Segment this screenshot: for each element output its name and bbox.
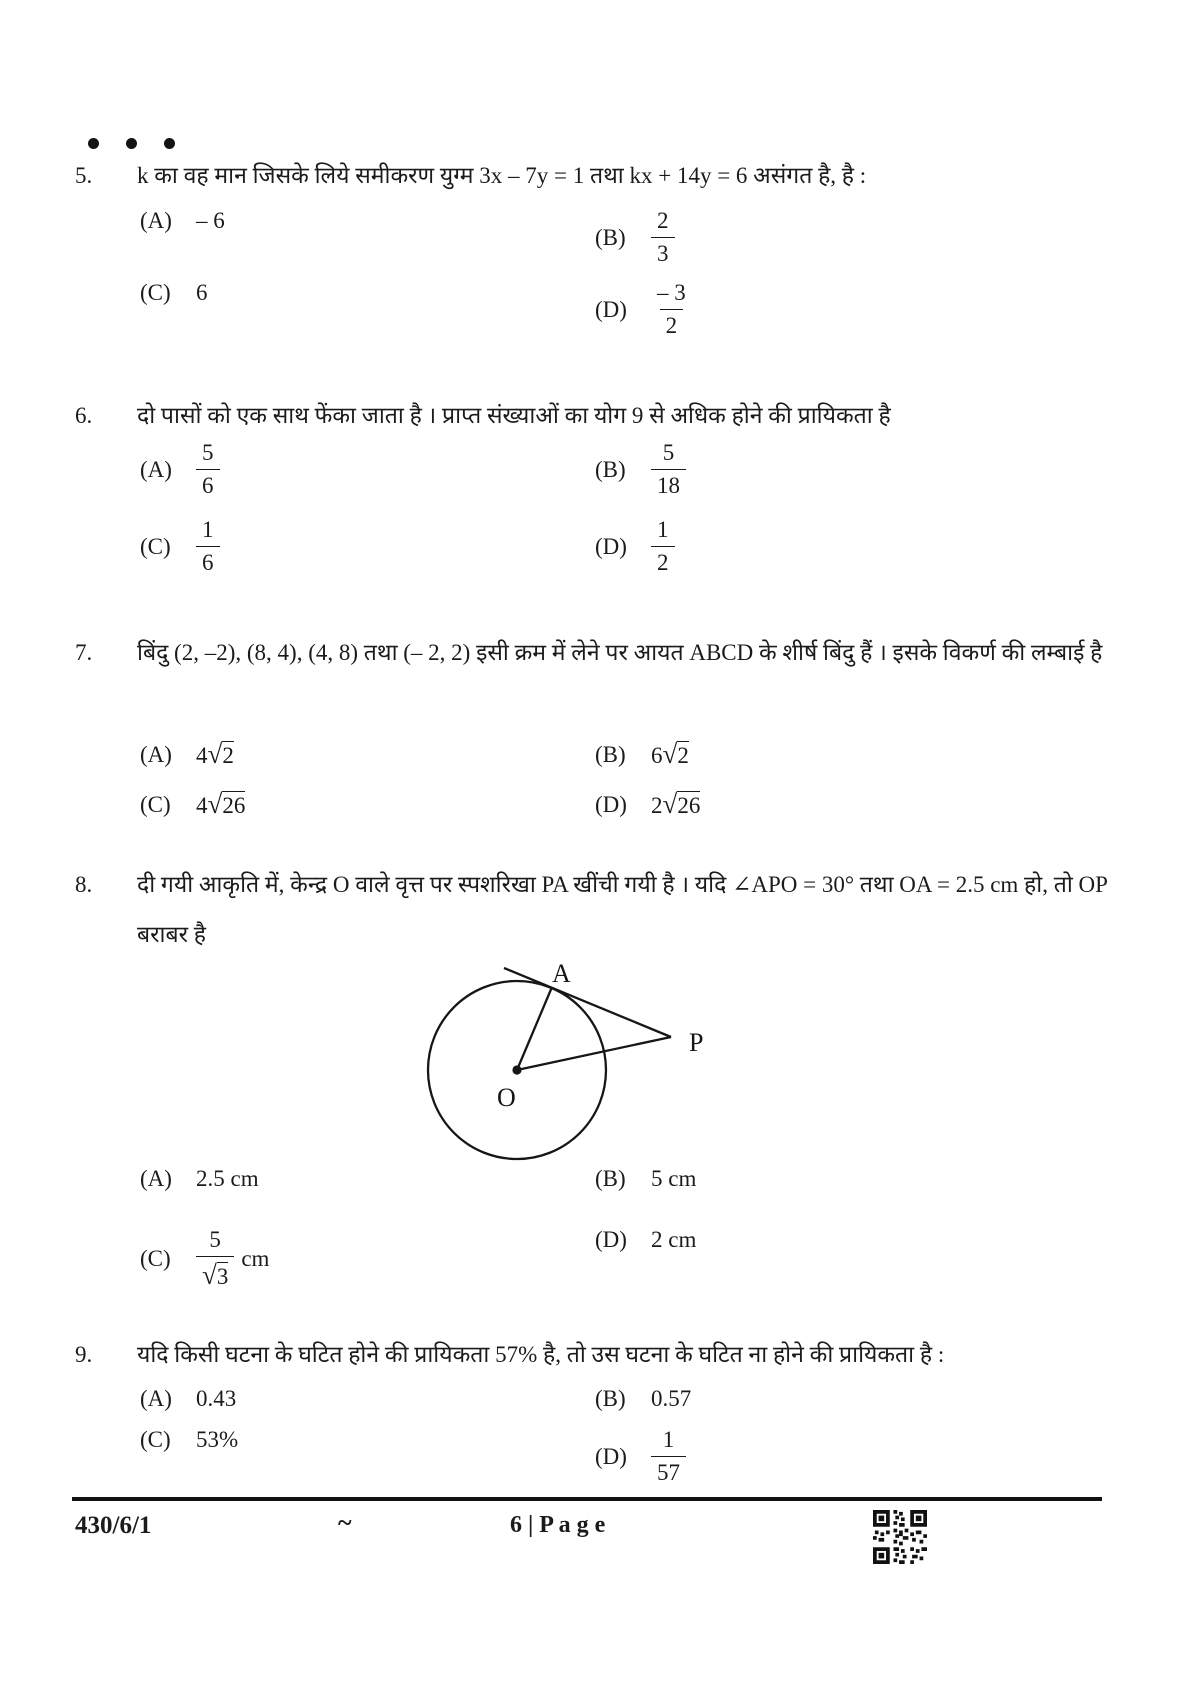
option-label: (A): [140, 208, 172, 233]
option-c: [140, 280, 595, 306]
fraction-denominator: 6: [196, 469, 220, 499]
fraction-numerator: 5: [209, 1227, 221, 1252]
option-c: [140, 1427, 595, 1453]
fraction: [651, 517, 675, 577]
question-9: [75, 1330, 1120, 1486]
option-label: (A): [140, 1386, 172, 1411]
option-d: [595, 1227, 1050, 1253]
question-number: 8.: [75, 872, 93, 897]
dot-icon: [126, 138, 137, 149]
segment-OP: [517, 1037, 671, 1070]
fraction: [651, 1427, 686, 1487]
radicand: 2: [222, 743, 234, 768]
radius-OA: [517, 987, 552, 1070]
option-label: (B): [595, 741, 626, 767]
radical-coefficient: 4: [196, 743, 208, 768]
radical-expression: [196, 789, 245, 820]
fraction-numerator: 1: [662, 1427, 675, 1452]
option-label: (C): [140, 280, 171, 305]
question-number: 5.: [75, 163, 93, 188]
option-unit: cm: [241, 1246, 270, 1272]
radical-sign: √: [662, 789, 678, 819]
option-label: (A): [140, 1166, 172, 1191]
dot-icon: [88, 138, 99, 149]
option-label: (D): [595, 1443, 627, 1469]
option-b: [595, 739, 1050, 770]
option-value: 0.43: [196, 1386, 237, 1411]
radical-sign: √: [207, 739, 223, 769]
fraction-denominator: 2: [651, 546, 675, 576]
footer-rule: [72, 1497, 1102, 1501]
question-8: [75, 860, 1120, 1291]
option-value: 53%: [196, 1427, 239, 1452]
option-label: (A): [140, 456, 172, 482]
fraction-denominator: 2: [660, 309, 684, 339]
option-c: [140, 1227, 595, 1291]
fraction-numerator: 5: [202, 440, 214, 465]
label-O: O: [497, 1083, 516, 1112]
question-text: बिंदु (2, –2), (8, 4), (4, 8) तथा (– 2, 2) इसी क्रम में लेने पर आयत ABCD के शीर्ष बिंदु हैं । इसके विकर्ण की लम्बाई है: [137, 640, 1103, 665]
option-label: (D): [595, 1227, 627, 1252]
page-number: 6 | P a g e: [510, 1512, 606, 1538]
option-label: (B): [595, 224, 626, 250]
option-a: [140, 1166, 595, 1192]
option-label: (A): [140, 741, 172, 767]
question-7: [75, 628, 1120, 819]
label-P: P: [689, 1028, 704, 1057]
option-d: [595, 1427, 1050, 1487]
fraction-denominator: 3: [651, 237, 675, 267]
radical-coefficient: 6: [651, 743, 663, 768]
option-label: (D): [595, 791, 627, 817]
dot-icon: [164, 138, 175, 149]
option-value: 2.5 cm: [196, 1166, 259, 1191]
fraction-numerator: – 3: [657, 280, 686, 305]
qr-code: [873, 1510, 927, 1564]
fraction-denominator: 18: [651, 469, 686, 499]
option-b: [595, 440, 1050, 500]
radicand: 26: [677, 793, 701, 818]
question-text: दी गयी आकृति में, केन्द्र O वाले वृत्त पर स्पशरिखा PA खींची गयी है । यदि ∠APO = 30° तथा OA = 2.5 cm हो, तो OP बराबर है: [137, 872, 1108, 947]
center-dot: [512, 1065, 521, 1074]
circle-tangent-figure: [400, 960, 720, 1170]
option-label: (C): [140, 1427, 171, 1452]
continuation-dots: [88, 138, 175, 149]
radical-sign: √: [662, 739, 678, 769]
question-number: 9.: [75, 1342, 93, 1367]
option-a: [140, 440, 595, 500]
fraction-denominator: [196, 1256, 234, 1291]
question-text: दो पासों को एक साथ फेंका जाता है । प्राप्त संख्याओं का योग 9 से अधिक होने की प्रायिकता है: [137, 403, 891, 428]
radicand: 26: [222, 793, 246, 818]
option-label: (C): [140, 791, 171, 817]
fraction: [651, 280, 692, 340]
fraction-numerator: 2: [657, 208, 669, 233]
radical-expression: [651, 739, 689, 770]
option-value: 2 cm: [651, 1227, 697, 1252]
radical-sign: √: [202, 1260, 217, 1291]
option-a: [140, 1386, 595, 1412]
radicand: 3: [216, 1264, 229, 1290]
radical-coefficient: 4: [196, 793, 208, 818]
fraction-denominator: 6: [196, 546, 220, 576]
fraction-numerator: 5: [662, 440, 675, 465]
fraction: [651, 208, 675, 268]
radical-sign: √: [207, 789, 223, 819]
option-label: (C): [140, 1246, 171, 1272]
radical-coefficient: 2: [651, 793, 663, 818]
tangent-line-PA: [504, 968, 671, 1037]
paper-code: 430/6/1: [75, 1512, 152, 1539]
option-a: [140, 739, 595, 770]
option-label: (D): [595, 533, 627, 559]
question-6: [75, 391, 1120, 576]
option-d: [595, 280, 1050, 340]
fraction: [196, 1227, 234, 1291]
radicand: 2: [677, 743, 689, 768]
option-value: 5 cm: [651, 1166, 697, 1191]
option-label: (B): [595, 1166, 626, 1191]
fraction: [196, 517, 220, 577]
option-b: [595, 208, 1050, 268]
option-value: 0.57: [651, 1386, 692, 1411]
question-5: [75, 151, 1120, 339]
fraction: [651, 440, 686, 500]
option-a: [140, 208, 595, 234]
option-b: [595, 1166, 1050, 1192]
label-A: A: [552, 960, 571, 988]
fraction-numerator: 1: [657, 517, 669, 542]
option-value: 6: [196, 280, 208, 305]
radical-expression: [196, 739, 234, 770]
option-label: (D): [595, 296, 627, 322]
fraction: [196, 440, 220, 500]
fraction-denominator: 57: [651, 1456, 686, 1486]
question-text: k का वह मान जिसके लिये समीकरण युग्म 3x – 7y = 1 तथा kx + 14y = 6 असंगत है, है :: [137, 163, 867, 188]
option-c: [140, 517, 595, 577]
option-b: [595, 1386, 1050, 1412]
question-number: 6.: [75, 403, 93, 428]
option-value: – 6: [196, 208, 225, 233]
option-label: (C): [140, 533, 171, 559]
option-label: (B): [595, 1386, 626, 1411]
fraction-numerator: 1: [202, 517, 214, 542]
question-text: यदि किसी घटना के घटित होने की प्रायिकता 57% है, तो उस घटना के घटित ना होने की प्रायिकता है :: [137, 1342, 945, 1367]
option-c: [140, 789, 595, 820]
radical-expression: [651, 789, 700, 820]
option-label: (B): [595, 456, 626, 482]
question-number: 7.: [75, 640, 93, 665]
footer-tilde: ~: [338, 1508, 352, 1537]
option-d: [595, 789, 1050, 820]
option-d: [595, 517, 1050, 577]
